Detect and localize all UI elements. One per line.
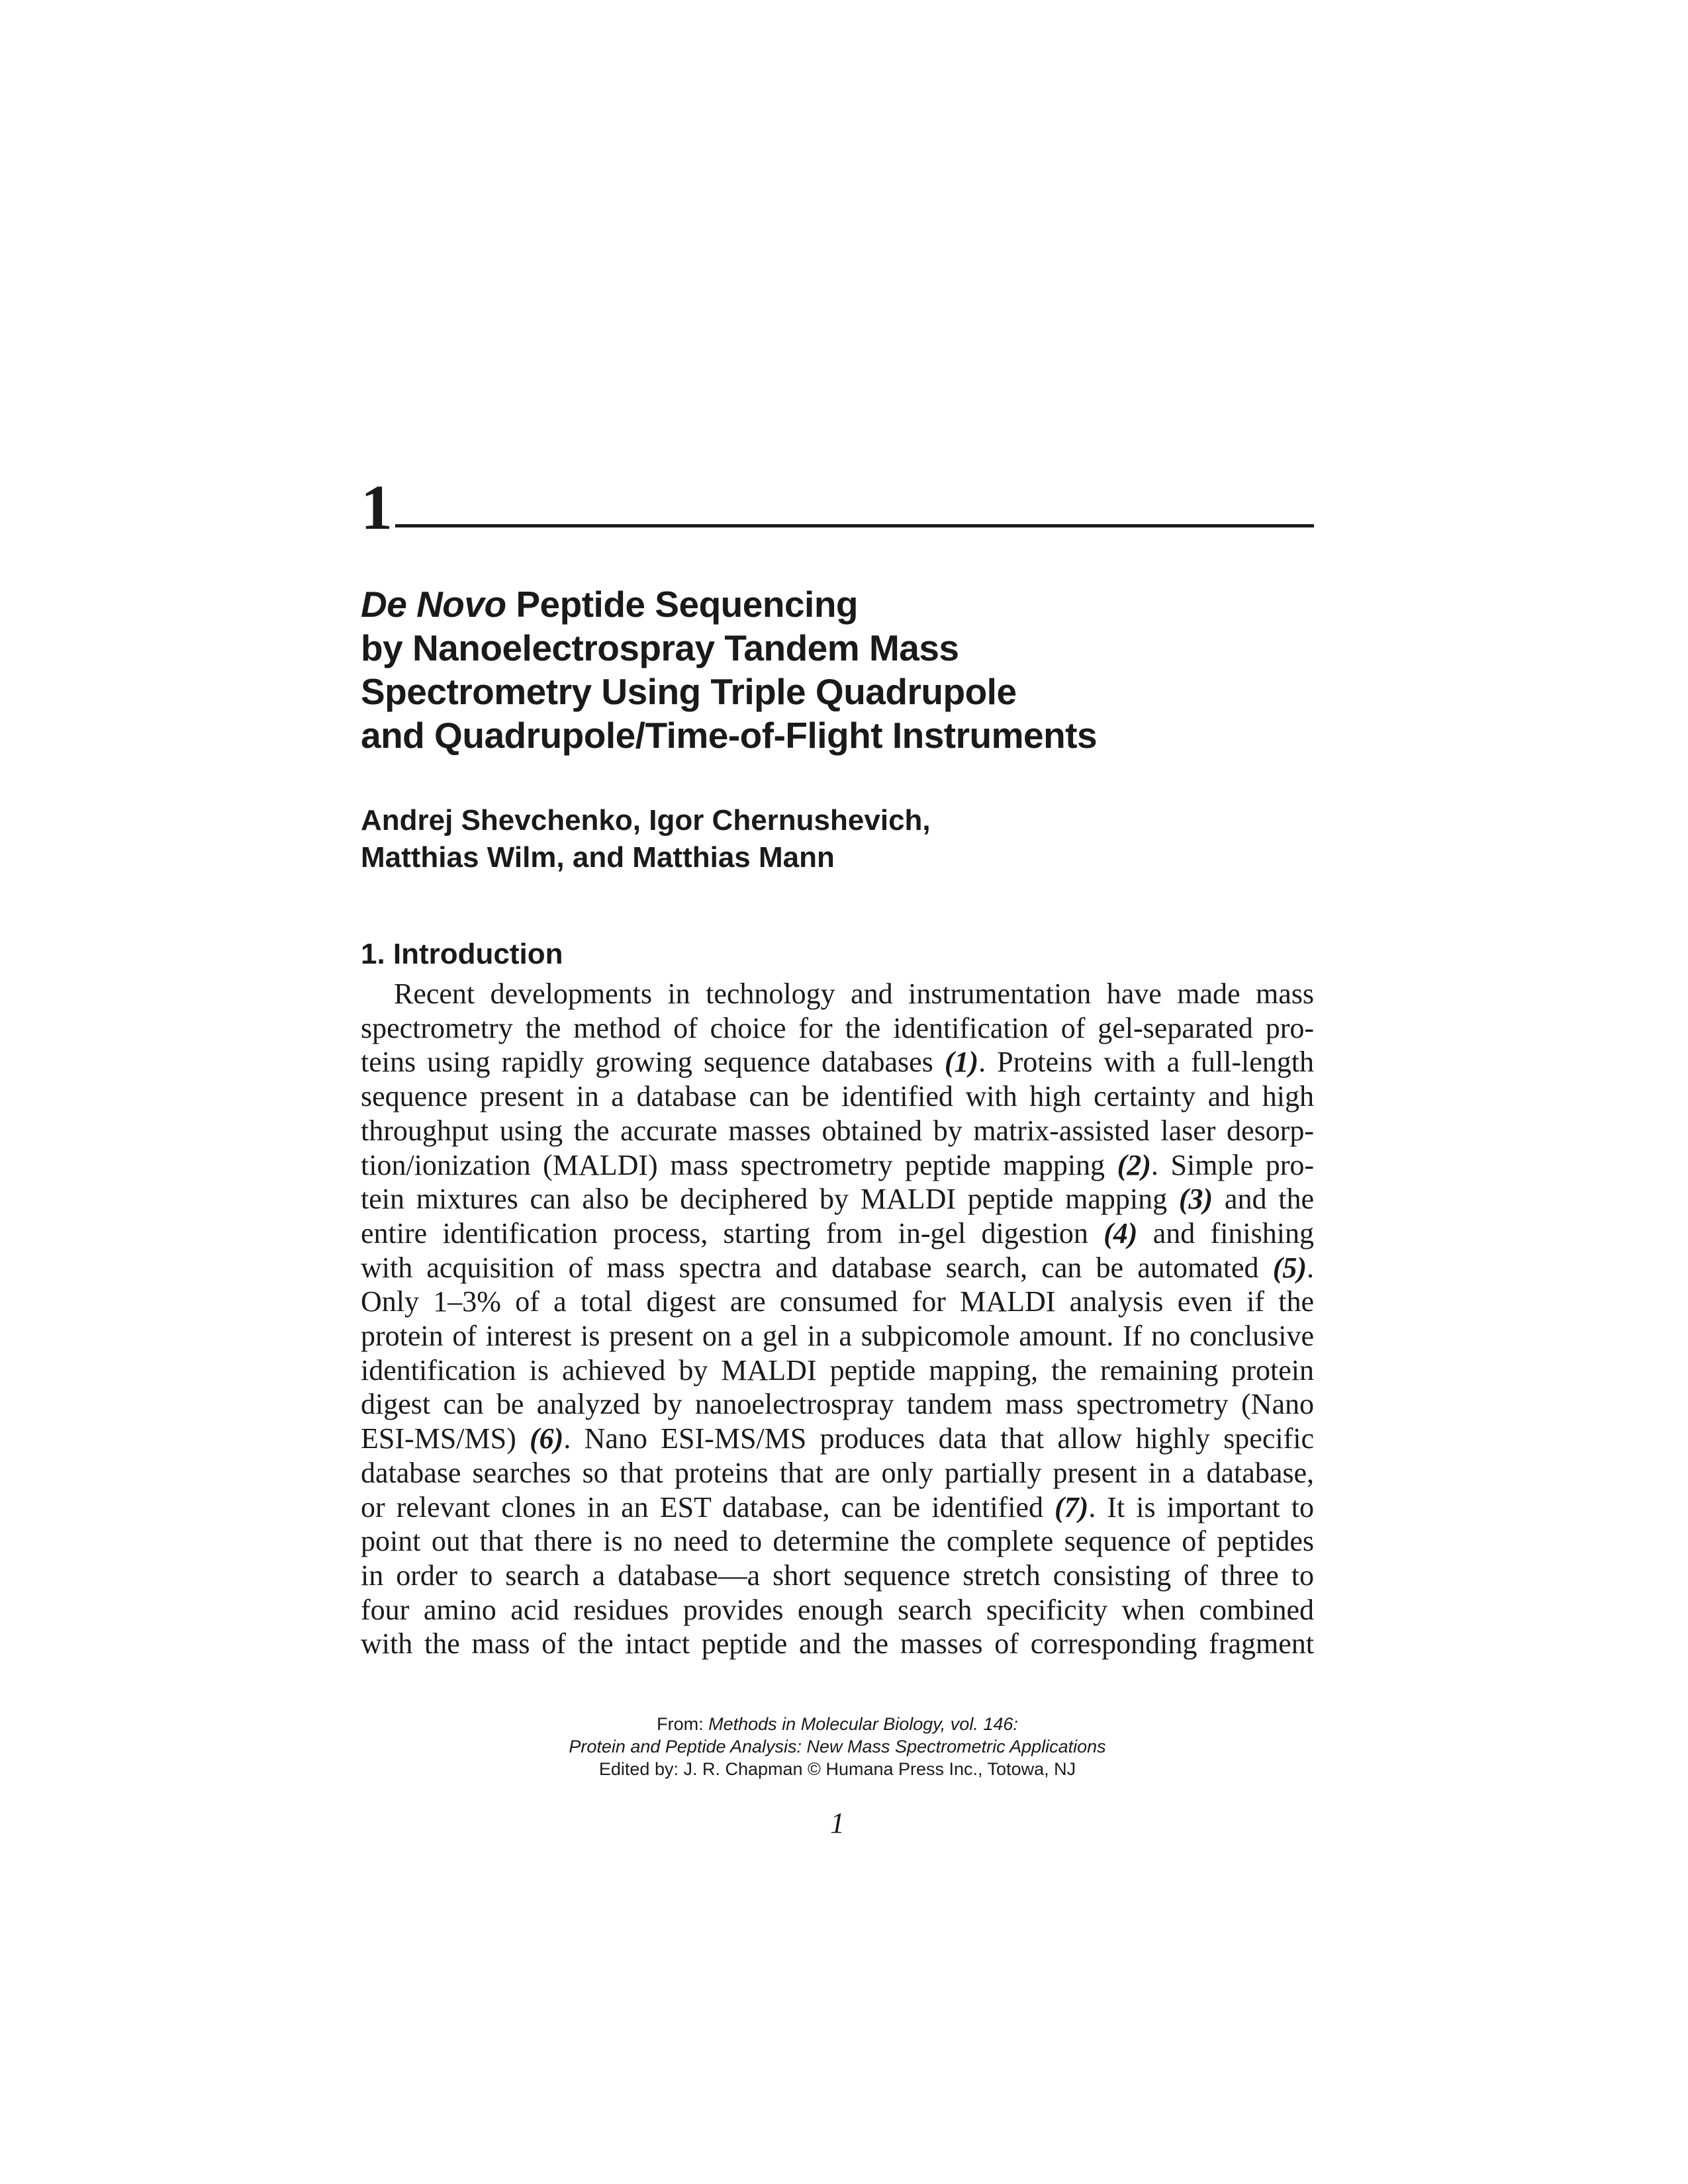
page-number: 1 <box>830 1807 845 1839</box>
author-list <box>361 802 1314 876</box>
title-italic-term: De Novo <box>361 584 506 625</box>
body-line: point out that there is no need to determine the complete sequence of peptides <box>361 1525 1314 1558</box>
title-line-3: Spectrometry Using Triple Quadrupole <box>361 671 1017 712</box>
source-line-1 <box>361 1713 1314 1735</box>
body-text-run: . <box>1307 1251 1314 1284</box>
citation-ref: (5) <box>1272 1251 1307 1284</box>
section-heading: 1. Introduction <box>361 938 563 970</box>
body-text-run: and the <box>1213 1183 1314 1216</box>
source-book: Protein and Peptide Analysis: New Mass Spectrometric Applications <box>569 1737 1106 1756</box>
body-line: sequence present in a database can be identified with high certainty and high <box>361 1080 1314 1113</box>
source-series: Methods in Molecular Biology, vol. 146: <box>708 1714 1018 1734</box>
title-line-1 <box>361 582 1314 626</box>
body-line <box>361 1182 1314 1216</box>
chapter-header <box>361 472 1314 543</box>
chapter-title <box>361 582 1314 757</box>
body-line <box>361 1045 1314 1079</box>
authors-line-1: Andrej Shevchenko, Igor Chernushevich, <box>361 804 931 837</box>
body-line <box>361 1490 1314 1525</box>
authors-line-2: Matthias Wilm, and Matthias Mann <box>361 841 835 874</box>
body-text-run: tein mixtures can also be deciphered by MALDI peptide mapping <box>361 1183 1179 1216</box>
source-edited: Edited by: J. R. Chapman © Humana Press Inc., Totowa, NJ <box>598 1759 1076 1779</box>
body-text-run: . It is important to <box>1088 1490 1315 1524</box>
body-line: protein of interest is present on a gel in a subpicomole amount. If no conclusive <box>361 1320 1314 1353</box>
body-line: Recent developments in technology and instrumentation have made mass <box>394 978 1314 1010</box>
body-text-run: and finishing <box>1137 1216 1314 1250</box>
body-text-run: . Simple pro- <box>1150 1148 1314 1181</box>
body-line: Only 1–3% of a total digest are consumed for MALDI analysis even if the <box>361 1285 1314 1318</box>
body-text-run: teins using rapidly growing sequence databases <box>361 1046 945 1079</box>
body-line: four amino acid residues provides enough search specificity when combined <box>361 1593 1314 1626</box>
body-line: database searches so that proteins that are only partially present in a database, <box>361 1456 1314 1489</box>
body-line: throughput using the accurate masses obtained by matrix-assisted laser desorp- <box>361 1114 1314 1147</box>
chapter-number: 1 <box>361 472 393 543</box>
body-line: digest can be analyzed by nanoelectrospray tandem mass spectrometry (Nano <box>361 1388 1314 1421</box>
body-text-run: tion/ionization (MALDI) mass spectrometry peptide mapping <box>361 1148 1117 1181</box>
source-from-label: From: <box>657 1714 709 1734</box>
body-text-run: . Proteins with a full-length <box>978 1046 1314 1079</box>
body-text-run: or relevant clones in an EST database, can be identified <box>361 1490 1055 1524</box>
source-line-2 <box>361 1735 1314 1758</box>
citation-ref: (4) <box>1103 1216 1138 1250</box>
citation-ref: (6) <box>530 1422 564 1455</box>
body-text-run: entire identification process, starting from in-gel digestion <box>361 1216 1104 1250</box>
citation-ref: (7) <box>1055 1490 1089 1524</box>
citation-ref: (3) <box>1178 1183 1213 1216</box>
body-line: in order to search a database—a short sequence stretch consisting of three to <box>361 1559 1314 1592</box>
body-text-run: . Nano ESI-MS/MS produces data that allow highly specific <box>563 1422 1315 1455</box>
body-line <box>361 1251 1314 1285</box>
body-line <box>361 1216 1314 1251</box>
title-line-4: and Quadrupole/Time-of-Flight Instruments <box>361 715 1098 756</box>
body-text-run: ESI-MS/MS) <box>361 1422 530 1455</box>
body-line: with the mass of the intact peptide and the masses of corresponding fragment <box>361 1627 1314 1661</box>
chapter-rule <box>395 524 1314 527</box>
citation-ref: (1) <box>944 1046 979 1079</box>
body-line <box>361 1148 1314 1183</box>
body-line: spectrometry the method of choice for the identification of gel-separated pro- <box>361 1011 1314 1044</box>
body-line: identification is achieved by MALDI peptide mapping, the remaining protein <box>361 1353 1314 1387</box>
source-citation <box>361 1713 1314 1780</box>
body-paragraph <box>361 977 1314 1661</box>
body-text-run: with acquisition of mass spectra and database search, can be automated <box>361 1251 1273 1284</box>
title-line-2: by Nanoelectrospray Tandem Mass <box>361 627 959 668</box>
citation-ref: (2) <box>1117 1148 1151 1181</box>
title-line-1-rest: Peptide Sequencing <box>506 584 859 625</box>
body-line <box>361 1422 1314 1456</box>
